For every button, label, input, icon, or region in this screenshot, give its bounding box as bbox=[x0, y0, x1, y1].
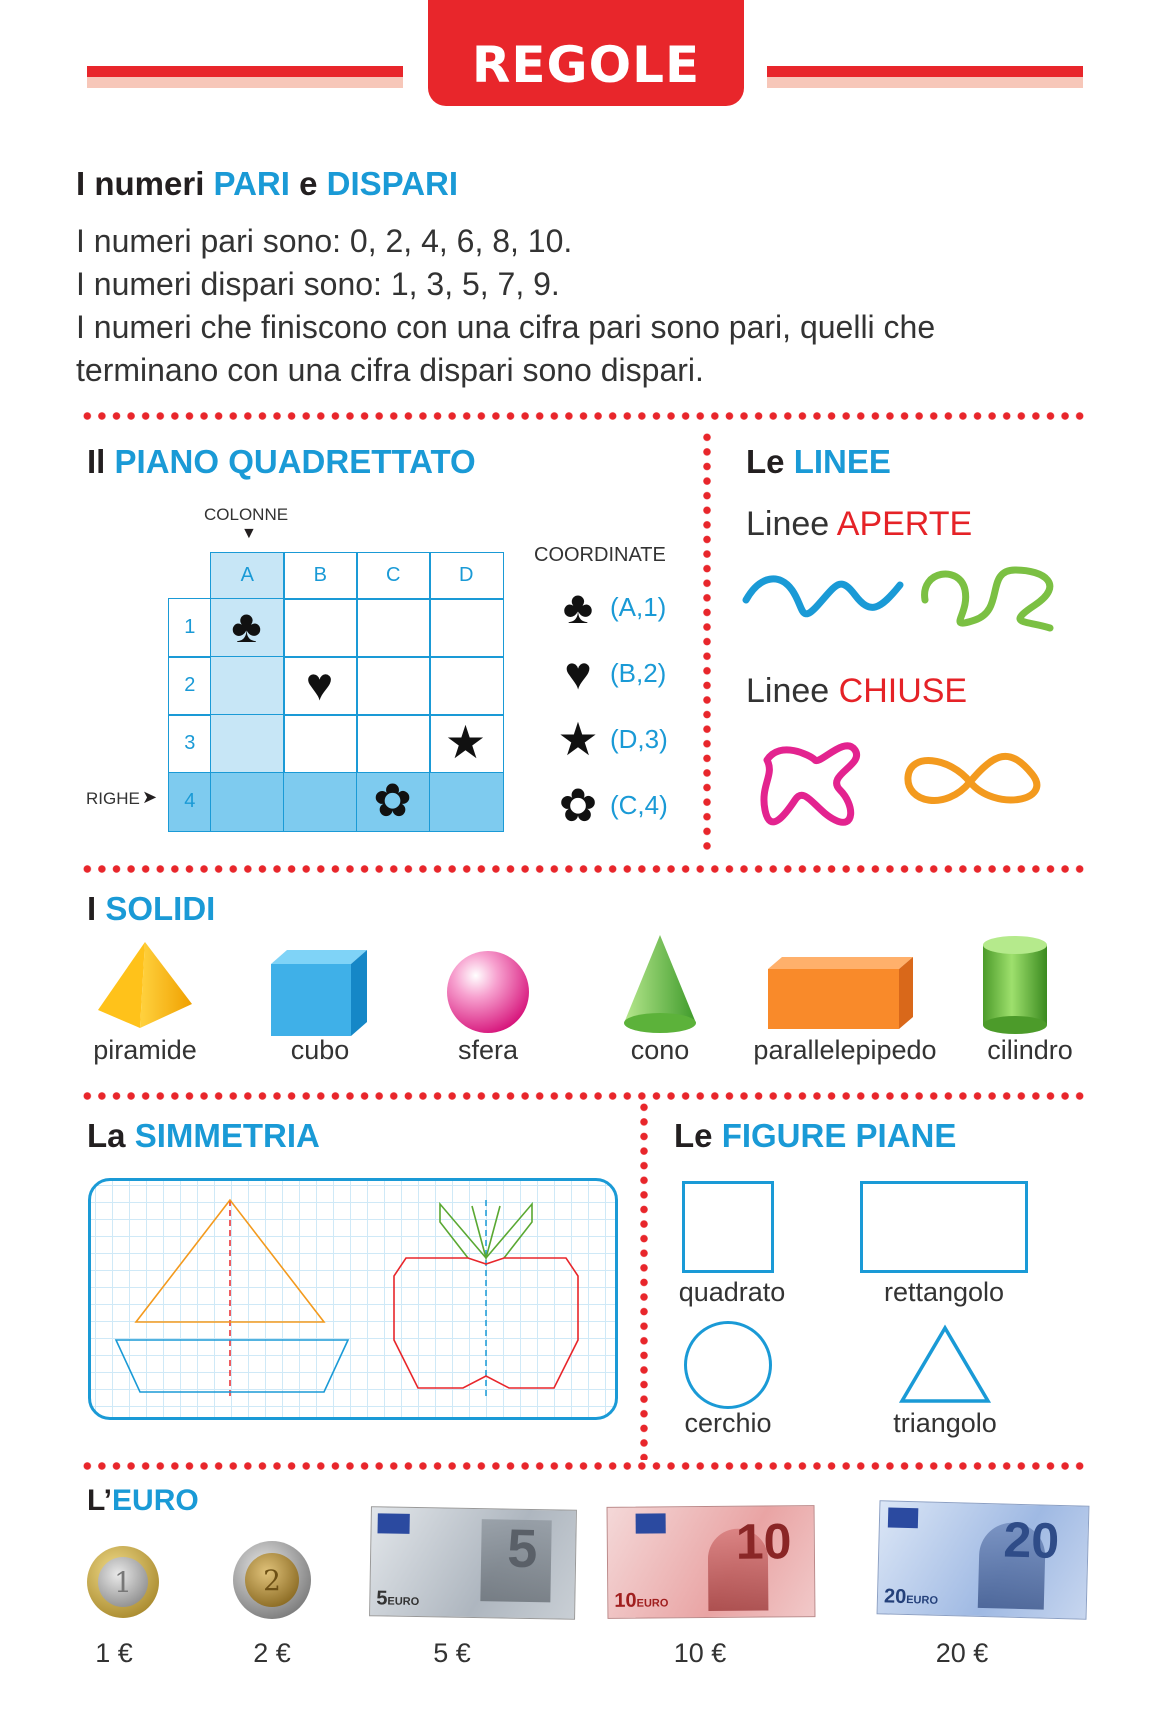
grid-column-header: B bbox=[283, 552, 358, 600]
numbers-line: I numeri pari sono: 0, 2, 4, 6, 8, 10. bbox=[76, 223, 573, 259]
grid-cell bbox=[356, 598, 431, 658]
solid-label-parallelepipedo: parallelepipedo bbox=[753, 1035, 937, 1065]
circle-shape bbox=[684, 1321, 772, 1409]
grid-row-header: 2 bbox=[168, 656, 212, 716]
note-label: 20EURO bbox=[883, 1585, 939, 1608]
grid-star-icon: ★ bbox=[444, 716, 487, 768]
grid-row-header: 1 bbox=[168, 598, 212, 658]
closed-lines-label: Linee CHIUSE bbox=[746, 672, 968, 710]
open-lines-label: Linee APERTE bbox=[746, 505, 973, 543]
solid-label-cono: cono bbox=[630, 1035, 690, 1065]
divider bbox=[80, 1092, 1090, 1100]
header-line-right bbox=[767, 66, 1083, 88]
divider bbox=[80, 865, 1090, 873]
closed-line-pink bbox=[755, 730, 885, 830]
cylinder-shape bbox=[982, 935, 1048, 1035]
star-icon: ★ bbox=[557, 713, 599, 765]
parallelepiped-shape bbox=[768, 957, 913, 1029]
grid-cell bbox=[429, 598, 504, 658]
eu-flag-icon bbox=[636, 1513, 666, 1533]
numbers-text bbox=[76, 220, 1096, 392]
solid-label-piramide: piramide bbox=[93, 1035, 197, 1065]
grid-cell bbox=[210, 772, 285, 832]
figure-label-rettangolo: rettangolo bbox=[883, 1277, 1005, 1307]
numbers-title: I numeri PARI e DISPARI bbox=[76, 165, 459, 202]
svg-text:2: 2 bbox=[263, 1564, 281, 1597]
note-label: 5 bbox=[506, 1518, 538, 1580]
grid-heart-icon: ♥ bbox=[305, 658, 334, 710]
page-title: REGOLE bbox=[428, 0, 744, 106]
divider bbox=[80, 1462, 1090, 1470]
solid-label-sfera: sfera bbox=[457, 1035, 519, 1065]
figure-label-triangolo: triangolo bbox=[893, 1408, 997, 1438]
flower-icon: ✿ bbox=[558, 779, 598, 831]
colonne-arrow-icon: ▼ bbox=[241, 525, 257, 542]
divider bbox=[80, 412, 1090, 420]
euro-title: L’EURO bbox=[87, 1484, 199, 1517]
symmetry-drawing bbox=[88, 1178, 618, 1420]
figure-label-cerchio: cerchio bbox=[684, 1408, 772, 1438]
banknote-5-euro bbox=[369, 1506, 577, 1620]
grid-row-header: 3 bbox=[168, 714, 212, 774]
eu-flag-icon bbox=[888, 1508, 919, 1529]
note-label: 5EURO bbox=[376, 1587, 420, 1610]
banknote-10-euro bbox=[607, 1505, 816, 1619]
note-label: 10 bbox=[735, 1513, 792, 1570]
grid-column-header: C bbox=[356, 552, 431, 600]
colonne-label: COLONNE bbox=[204, 505, 289, 524]
grid-cell bbox=[429, 772, 504, 832]
grid-cell bbox=[356, 714, 431, 774]
figure-label-quadrato: quadrato bbox=[678, 1277, 786, 1307]
note-label: 10EURO bbox=[614, 1589, 669, 1612]
pyramid-shape bbox=[98, 942, 193, 1032]
coordinate-text: (B,2) bbox=[610, 658, 667, 688]
sphere-shape bbox=[446, 950, 530, 1034]
open-line-blue bbox=[740, 555, 910, 635]
euro-value-20: 20 € bbox=[935, 1638, 989, 1668]
note-label: 20 bbox=[1002, 1511, 1060, 1569]
banknote-20-euro bbox=[877, 1500, 1090, 1619]
club-icon: ♣ bbox=[562, 581, 594, 633]
grid-club-icon: ♣ bbox=[231, 600, 262, 652]
triangle-shape bbox=[898, 1325, 992, 1405]
rectangle-shape bbox=[860, 1181, 1028, 1273]
heart-icon: ♥ bbox=[564, 647, 592, 699]
grid-cell bbox=[283, 598, 358, 658]
numbers-line: terminano con una cifra dispari sono dispari. bbox=[76, 352, 704, 388]
cone-shape bbox=[622, 935, 698, 1035]
vertical-divider bbox=[703, 430, 711, 854]
grid-cell bbox=[283, 714, 358, 774]
grid-cell bbox=[210, 714, 285, 774]
symmetry-title: La SIMMETRIA bbox=[87, 1117, 320, 1154]
grid-cell bbox=[283, 772, 358, 832]
lines-title: Le LINEE bbox=[746, 443, 891, 480]
coordinate-text: (D,3) bbox=[610, 724, 668, 754]
euro-value-10: 10 € bbox=[673, 1638, 727, 1668]
euro-value-1: 1 € bbox=[95, 1638, 133, 1668]
coordinate-label: COORDINATE bbox=[534, 544, 666, 566]
solid-label-cilindro: cilindro bbox=[987, 1035, 1073, 1065]
svg-text:1: 1 bbox=[114, 1566, 132, 1599]
grid-cell bbox=[210, 656, 285, 716]
square-shape bbox=[682, 1181, 774, 1273]
figures-title: Le FIGURE PIANE bbox=[674, 1117, 957, 1154]
vertical-divider bbox=[640, 1100, 648, 1460]
coin-2-euro bbox=[232, 1540, 312, 1620]
grid-flower-icon: ✿ bbox=[373, 774, 412, 826]
solid-label-cubo: cubo bbox=[290, 1035, 350, 1065]
header-line-left bbox=[87, 66, 403, 88]
grid-column-header: D bbox=[429, 552, 504, 600]
euro-value-2: 2 € bbox=[253, 1638, 291, 1668]
eu-flag-icon bbox=[378, 1513, 410, 1534]
righe-label: RIGHE bbox=[86, 789, 140, 808]
coordinate-text: (A,1) bbox=[610, 592, 667, 622]
numbers-line: I numeri dispari sono: 1, 3, 5, 7, 9. bbox=[76, 266, 560, 302]
numbers-line: I numeri che finiscono con una cifra pari sono pari, quelli che bbox=[76, 309, 936, 345]
grid-title: Il PIANO QUADRETTATO bbox=[87, 443, 476, 480]
closed-line-orange bbox=[900, 752, 1040, 812]
euro-value-5: 5 € bbox=[433, 1638, 471, 1668]
grid-row-header: 4 bbox=[168, 772, 212, 832]
grid-cell bbox=[356, 656, 431, 716]
open-line-green bbox=[915, 560, 1065, 640]
coin-1-euro bbox=[86, 1545, 160, 1619]
righe-arrow-icon: ➤ bbox=[142, 787, 158, 807]
grid-cell bbox=[429, 656, 504, 716]
coordinate-text: (C,4) bbox=[610, 790, 668, 820]
solids-title: I SOLIDI bbox=[87, 890, 216, 927]
cube-shape bbox=[271, 950, 367, 1036]
grid-column-header: A bbox=[210, 552, 285, 600]
